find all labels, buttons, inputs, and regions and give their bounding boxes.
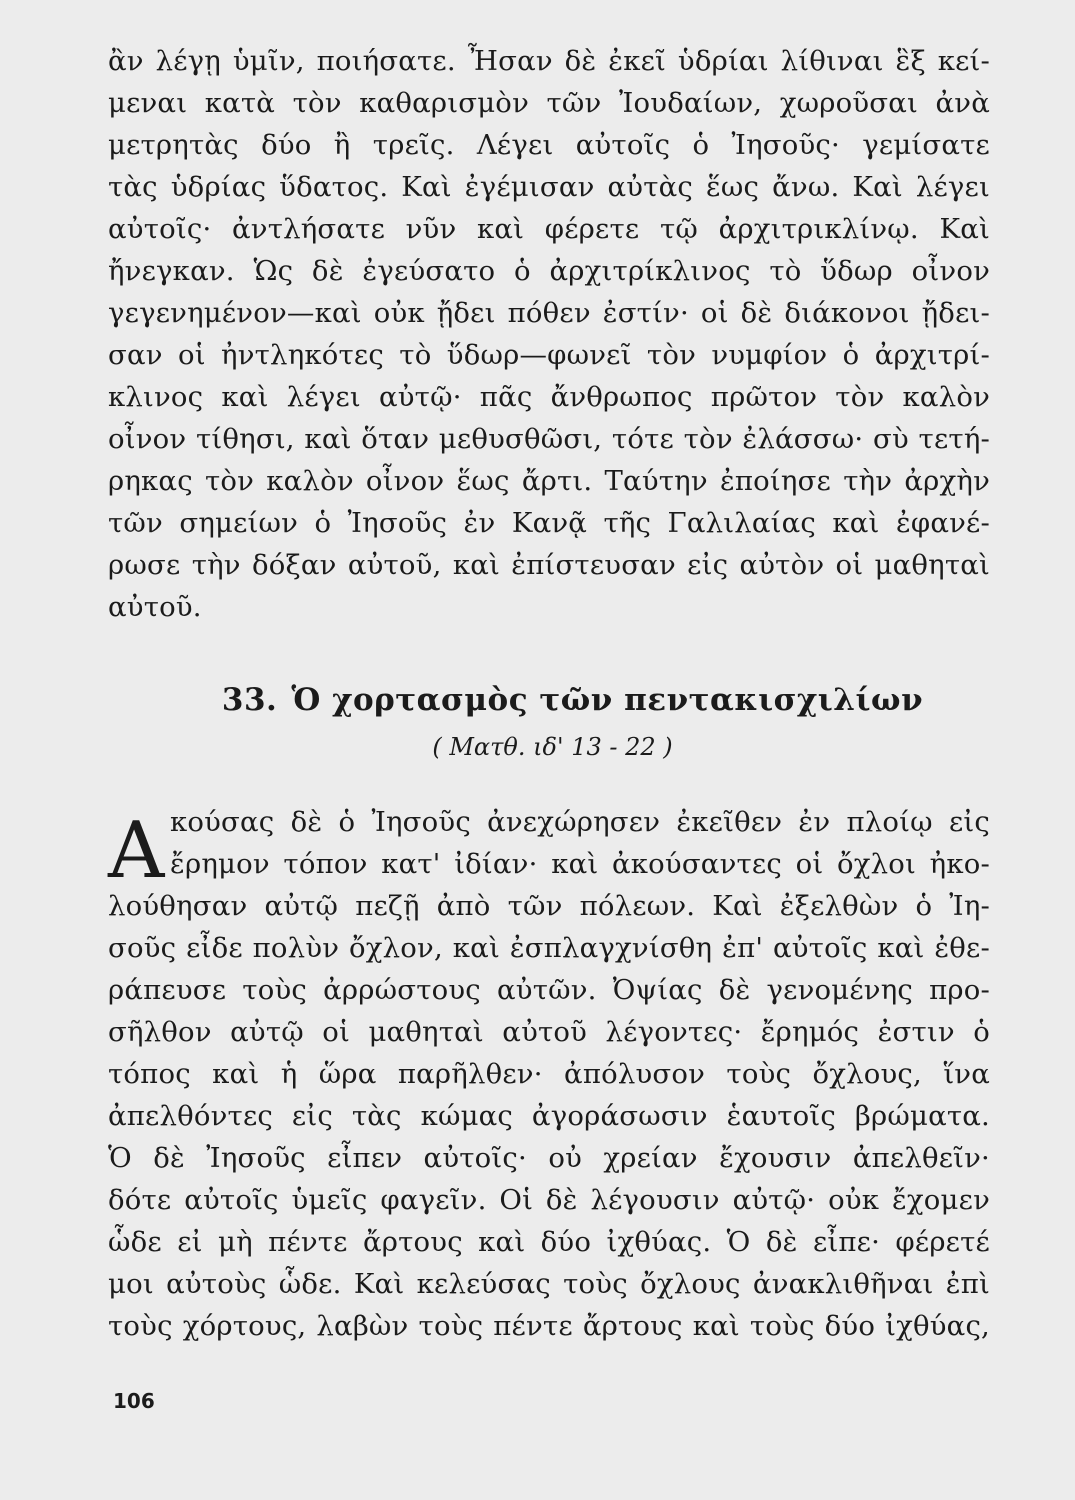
text-line: ἤνεγκαν. Ὡς δὲ ἐγεύσατο ὁ ἀρχιτρίκλινος τὸ ὕδωρ οἶνον	[108, 255, 990, 287]
text-line: δότε αὐτοῖς ὑμεῖς φαγεῖν. Οἱ δὲ λέγουσιν αὐτῷ· οὐκ ἔχομεν	[108, 1184, 990, 1216]
text-line: ρωσε τὴν δόξαν αὐτοῦ, καὶ ἐπίστευσαν εἰς αὐτὸν οἱ μαθηταὶ	[108, 549, 990, 581]
drop-cap: Α	[108, 806, 165, 896]
section-title: Ὁ χορτασμὸς τῶν πεντακισχιλίων	[291, 682, 924, 718]
page-number: 106	[113, 1389, 155, 1413]
scripture-reference: ( Ματθ. ιδ' 13 - 22 )	[432, 733, 673, 761]
text-line: οἶνον τίθησι, καὶ ὅταν μεθυσθῶσι, τότε τὸν ἐλάσσω· σὺ τετή-	[108, 423, 990, 455]
text-line: αὐτοῦ.	[108, 591, 202, 623]
text-line: ράπευσε τοὺς ἀρρώστους αὐτῶν. Ὀψίας δὲ γενομένης προ-	[108, 974, 990, 1006]
text-line: ἀπελθόντες εἰς τὰς κώμας ἀγοράσωσιν ἑαυτοῖς βρώματα.	[108, 1100, 990, 1132]
text-line: κλινος καὶ λέγει αὐτῷ· πᾶς ἄνθρωπος πρῶτον τὸν καλὸν	[108, 381, 990, 413]
text-line: γεγενημένον—καὶ οὐκ ᾔδει πόθεν ἐστίν· οἱ δὲ διάκονοι ᾔδει-	[108, 297, 990, 329]
text-line: Ὁ δὲ Ἰησοῦς εἶπεν αὐτοῖς· οὐ χρείαν ἔχουσιν ἀπελθεῖν·	[108, 1142, 990, 1174]
text-line: τοὺς χόρτους, λαβὼν τοὺς πέντε ἄρτους καὶ τοὺς δύο ἰχθύας,	[108, 1310, 990, 1342]
text-line: ρηκας τὸν καλὸν οἶνον ἕως ἄρτι. Ταύτην ἐποίησε τὴν ἀρχὴν	[108, 465, 990, 497]
text-line: λούθησαν αὐτῷ πεζῇ ἀπὸ τῶν πόλεων. Καὶ ἐξελθὼν ὁ Ἰη-	[108, 890, 990, 922]
main-passage	[108, 801, 990, 1347]
text-line: ἂν λέγῃ ὑμῖν, ποιήσατε. Ἦσαν δὲ ἐκεῖ ὑδρίαι λίθιναι ἓξ κεί-	[108, 45, 990, 77]
text-line: μετρητὰς δύο ἢ τρεῖς. Λέγει αὐτοῖς ὁ Ἰησοῦς· γεμίσατε	[108, 129, 990, 161]
section-heading	[0, 682, 1075, 718]
continued-passage	[108, 40, 990, 628]
text-line: σῆλθον αὐτῷ οἱ μαθηταὶ αὐτοῦ λέγοντες· ἔρημός ἐστιν ὁ	[108, 1016, 990, 1048]
text-line: σαν οἱ ἠντληκότες τὸ ὕδωρ—φωνεῖ τὸν νυμφίον ὁ ἀρχιτρί-	[108, 339, 990, 371]
text-line: ἔρημον τόπον κατ' ἰδίαν· καὶ ἀκούσαντες οἱ ὄχλοι ἠκο-	[170, 848, 990, 880]
text-line: τὰς ὑδρίας ὕδατος. Καὶ ἐγέμισαν αὐτὰς ἕως ἄνω. Καὶ λέγει	[108, 171, 990, 203]
text-line: ὧδε εἰ μὴ πέντε ἄρτους καὶ δύο ἰχθύας. Ὁ δὲ εἶπε· φέρετέ	[108, 1226, 990, 1258]
text-line: μοι αὐτοὺς ὧδε. Καὶ κελεύσας τοὺς ὄχλους ἀνακλιθῆναι ἐπὶ	[108, 1268, 990, 1300]
text-line: αὐτοῖς· ἀντλήσατε νῦν καὶ φέρετε τῷ ἀρχιτρικλίνῳ. Καὶ	[108, 213, 990, 245]
text-line: μεναι κατὰ τὸν καθαρισμὸν τῶν Ἰουδαίων, χωροῦσαι ἀνὰ	[108, 87, 990, 119]
text-line: κούσας δὲ ὁ Ἰησοῦς ἀνεχώρησεν ἐκεῖθεν ἐν πλοίῳ εἰς	[170, 806, 990, 838]
text-line: σοῦς εἶδε πολὺν ὄχλον, καὶ ἐσπλαγχνίσθη ἐπ' αὐτοῖς καὶ ἐθε-	[108, 932, 990, 964]
text-line: τόπος καὶ ἡ ὥρα παρῆλθεν· ἀπόλυσον τοὺς ὄχλους, ἵνα	[108, 1058, 990, 1090]
section-number: 33.	[221, 682, 278, 718]
text-line: τῶν σημείων ὁ Ἰησοῦς ἐν Κανᾷ τῆς Γαλιλαίας καὶ ἐφανέ-	[108, 507, 990, 539]
